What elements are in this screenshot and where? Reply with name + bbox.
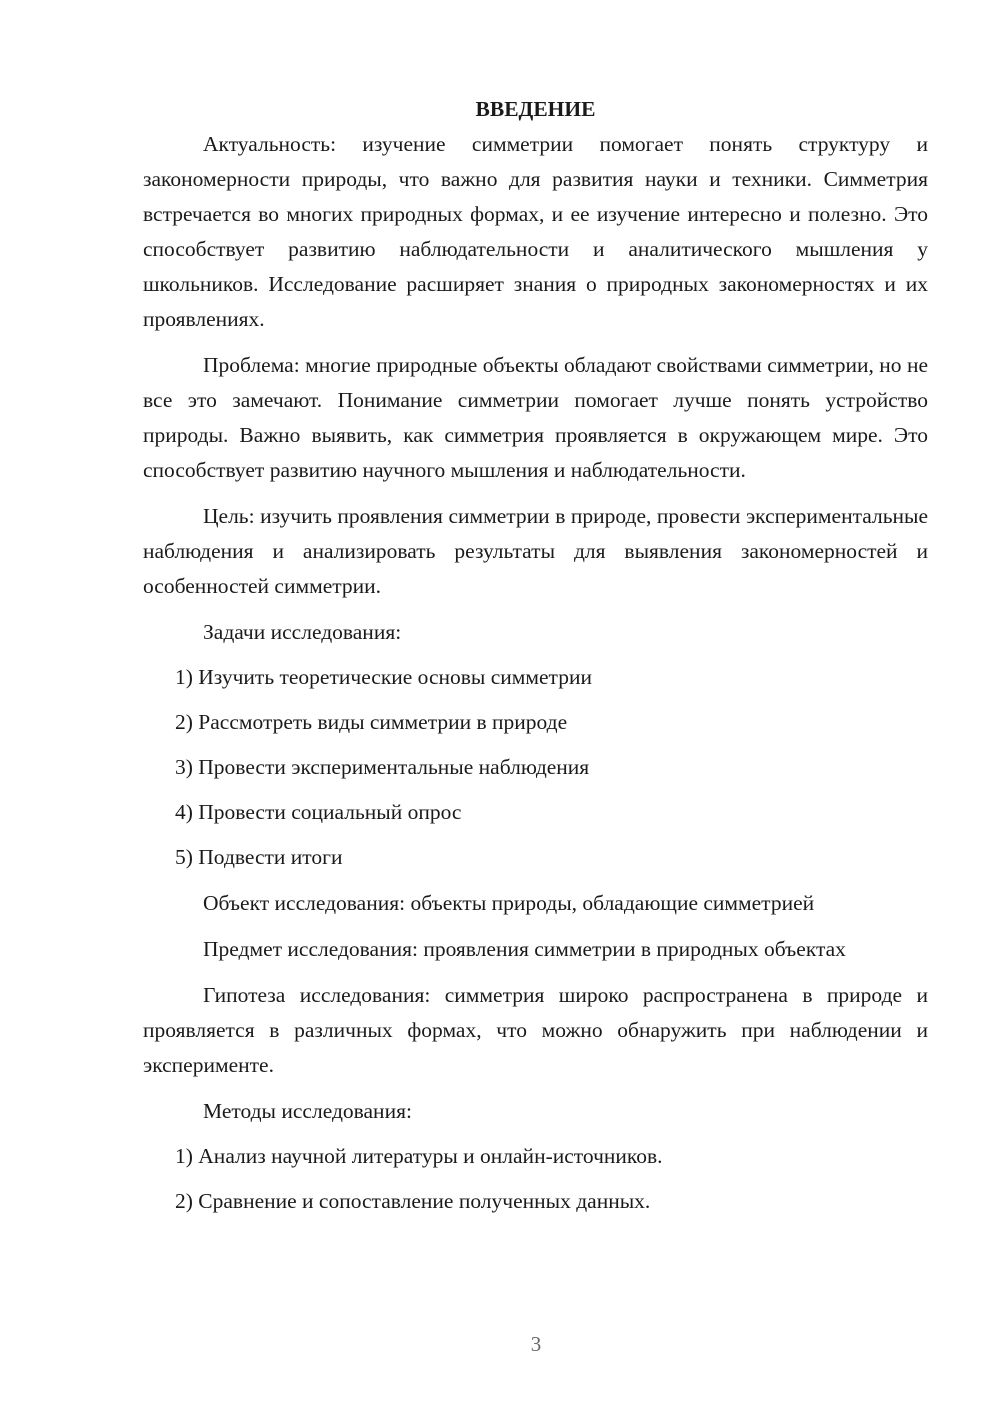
section-heading: ВВЕДЕНИЕ: [475, 97, 596, 121]
page-number: 3: [530, 1332, 542, 1356]
list-item: 1) Анализ научной литературы и онлайн-источников.: [175, 1144, 663, 1168]
paragraph-problem: Проблема: многие природные объекты обладают свойствами симметрии, но не все это замечают. Понимание симметрии помогает лучше понять устройство природы. Важно выявить, как симметрия проявляется в окружающем мире. Это способствует развитию научного мышления и наблюдательности.: [143, 353, 928, 482]
list-item: 1) Изучить теоретические основы симметрии: [175, 665, 592, 689]
tasks-list: [143, 660, 928, 875]
tasks-label: Задачи исследования:: [203, 620, 402, 644]
paragraph-relevance: Актуальность: изучение симметрии помогает понять структуру и закономерности природы, что важно для развития науки и техники. Симметрия встречается во многих природных формах, и ее изучение интересно и полезно. Это способствует развитию наблюдательности и аналитического мышления у школьников. Исследование расширяет знания о природных закономерностях и их проявлениях.: [143, 132, 928, 331]
paragraph-goal: Цель: изучить проявления симметрии в природе, провести экспериментальные наблюдения и анализировать результаты для выявления закономерностей и особенностей симметрии.: [143, 504, 928, 598]
list-item: 2) Сравнение и сопоставление полученных данных.: [175, 1189, 651, 1213]
methods-list: [143, 1139, 928, 1219]
list-item: 2) Рассмотреть виды симметрии в природе: [175, 710, 568, 734]
methods-label: Методы исследования:: [203, 1099, 412, 1123]
paragraph-hypothesis: Гипотеза исследования: симметрия широко распространена в природе и проявляется в различных формах, что можно обнаружить при наблюдении и эксперименте.: [143, 983, 928, 1077]
list-item: 5) Подвести итоги: [175, 845, 343, 869]
list-item: 3) Провести экспериментальные наблюдения: [175, 755, 590, 779]
paragraph-object: Объект исследования: объекты природы, обладающие симметрией: [203, 891, 815, 915]
list-item: 4) Провести социальный опрос: [175, 800, 462, 824]
paragraph-subject: Предмет исследования: проявления симметрии в природных объектах: [203, 937, 846, 961]
document-page: [143, 92, 928, 1219]
